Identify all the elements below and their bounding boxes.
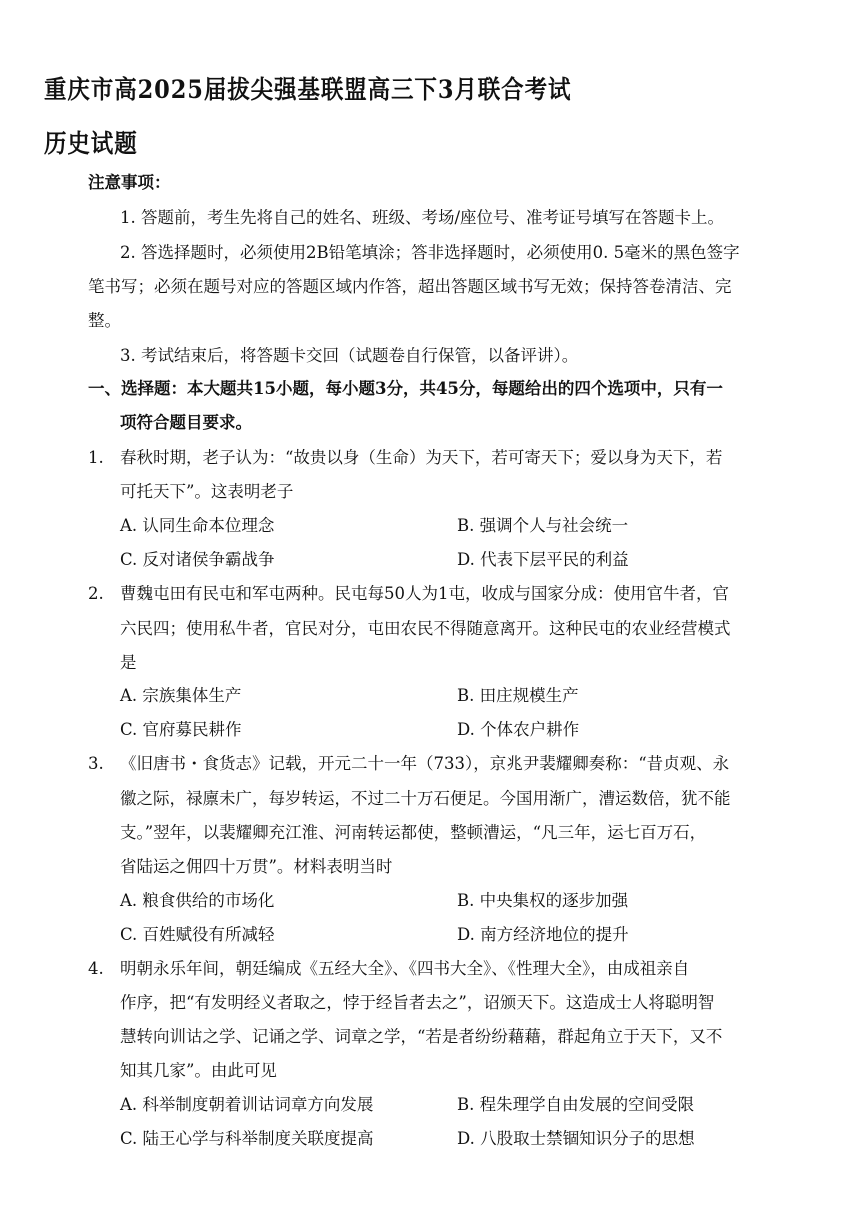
question-stem-line: 知其几家”。由此可见 xyxy=(120,1061,277,1080)
section-heading-line-2: 项符合题目要求。 xyxy=(120,413,252,432)
question-stem-line: 作序，把“有发明经义者取之，悖于经旨者去之”，诏颁天下。这造成士人将聪明智 xyxy=(120,993,715,1012)
notice-item-2-line-3: 整。 xyxy=(88,311,121,330)
question-number: 4. xyxy=(88,959,104,978)
question-stem-line: 可托天下”。这表明老子 xyxy=(120,482,294,501)
question-number: 3. xyxy=(88,754,104,773)
option-b: B. 程朱理学自由发展的空间受限 xyxy=(457,1095,695,1114)
notice-item-2-line-1: 2. 答选择题时，必须使用2B铅笔填涂；答非选择题时，必须使用0. 5毫米的黑色签字 xyxy=(120,243,740,262)
option-a: A. 粮食供给的市场化 xyxy=(120,891,275,910)
option-d: D. 八股取士禁锢知识分子的思想 xyxy=(457,1129,695,1148)
option-d: D. 代表下层平民的利益 xyxy=(457,550,629,569)
question-stem-line: 省陆运之佣四十万贯”。材料表明当时 xyxy=(120,857,393,876)
option-d: D. 个体农户耕作 xyxy=(457,720,580,739)
notice-item-3: 3. 考试结束后，将答题卡交回（试题卷自行保管，以备评讲）。 xyxy=(120,346,579,365)
question-stem-line: 曹魏屯田有民屯和军屯两种。民屯每50人为1屯，收成与国家分成：使用官牛者，官 xyxy=(120,584,729,603)
option-c: C. 陆王心学与科举制度关联度提高 xyxy=(120,1129,374,1148)
notice-item-1: 1. 答题前，考生先将自己的姓名、班级、考场/座位号、准考证号填写在答题卡上。 xyxy=(120,208,725,227)
option-b: B. 田庄规模生产 xyxy=(457,686,579,705)
question-stem-line: 是 xyxy=(120,653,137,672)
question-stem-line: 支。”翌年，以裴耀卿充江淮、河南转运都使，整顿漕运，“凡三年，运七百万石， xyxy=(120,823,707,842)
option-c: C. 官府募民耕作 xyxy=(120,720,242,739)
question-stem-line: 《旧唐书・食货志》记载，开元二十一年（733），京兆尹裴耀卿奏称：“昔贞观、永 xyxy=(120,754,730,773)
question-number: 1. xyxy=(88,448,104,467)
question-number: 2. xyxy=(88,584,104,603)
exam-title: 重庆市高2025届拔尖强基联盟高三下3月联合考试 xyxy=(44,75,572,104)
question-stem-line: 明朝永乐年间，朝廷编成《五经大全》、《四书大全》、《性理大全》，由成祖亲自 xyxy=(120,959,690,978)
question-stem-line: 慧转向训诂之学、记诵之学、词章之学，“若是者纷纷藉藉，群起角立于天下，又不 xyxy=(120,1027,723,1046)
question-stem-line: 春秋时期，老子认为：“故贵以身（生命）为天下，若可寄天下；爱以身为天下，若 xyxy=(120,448,723,467)
exam-subtitle: 历史试题 xyxy=(44,129,138,158)
question-stem-line: 徽之际，禄廪未广，每岁转运，不过二十万石便足。今国用渐广，漕运数倍，犹不能 xyxy=(120,789,731,808)
option-a: A. 认同生命本位理念 xyxy=(120,516,275,535)
notice-item-2-line-2: 笔书写；必须在题号对应的答题区域内作答，超出答题区域书写无效；保持答卷清洁、完 xyxy=(88,277,732,296)
option-b: B. 强调个人与社会统一 xyxy=(457,516,629,535)
question-stem-line: 六民四；使用私牛者，官民对分，屯田农民不得随意离开。这种民屯的农业经营模式 xyxy=(120,619,731,638)
option-d: D. 南方经济地位的提升 xyxy=(457,925,629,944)
section-heading-line-1: 一、选择题：本大题共15小题，每小题3分，共45分，每题给出的四个选项中，只有一 xyxy=(88,379,723,398)
option-c: C. 百姓赋役有所减轻 xyxy=(120,925,275,944)
option-c: C. 反对诸侯争霸战争 xyxy=(120,550,275,569)
option-a: A. 科举制度朝着训诂词章方向发展 xyxy=(120,1095,374,1114)
option-b: B. 中央集权的逐步加强 xyxy=(457,891,629,910)
option-a: A. 宗族集体生产 xyxy=(120,686,242,705)
notice-heading: 注意事项： xyxy=(88,173,171,192)
